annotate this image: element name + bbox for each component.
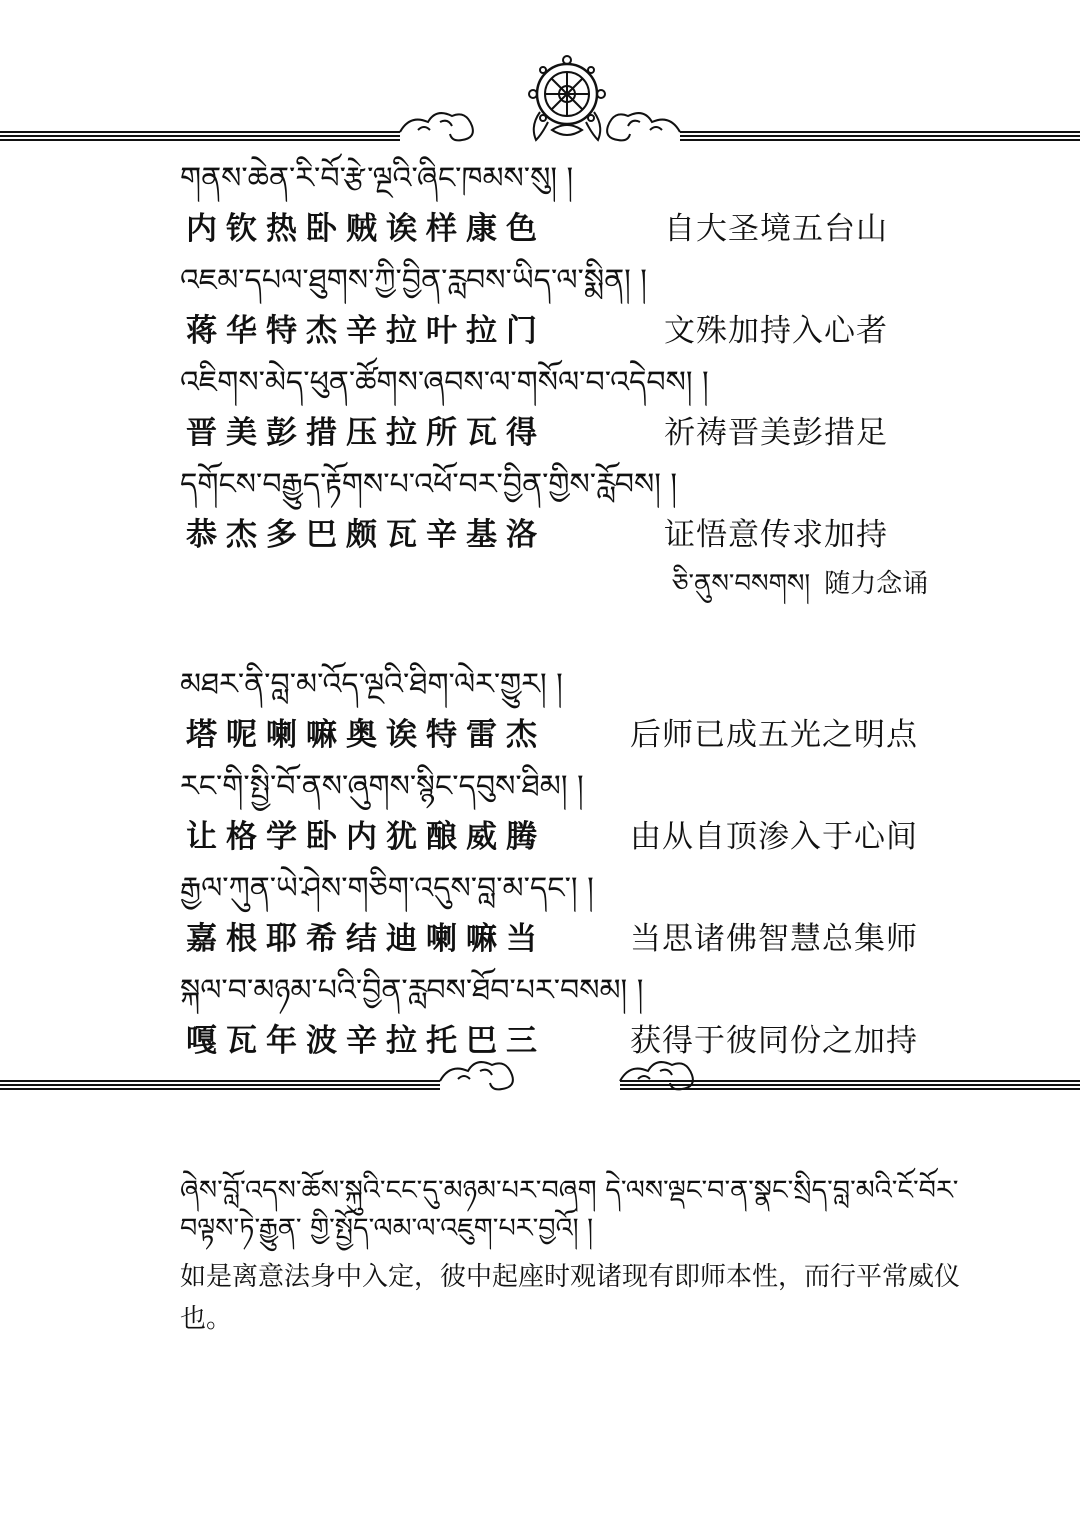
recitation-note xyxy=(672,564,928,604)
phonetic-text: 嘎瓦年波辛拉托巴三 xyxy=(186,1023,546,1059)
chinese-meaning: 证悟意传求加持 xyxy=(664,517,888,552)
chinese-meaning: 祈祷晋美彭措足 xyxy=(664,415,888,450)
translation-row xyxy=(180,206,960,264)
chinese-meaning: 由从自顶渗入于心间 xyxy=(630,819,918,854)
translation-row xyxy=(180,712,960,770)
top-ornament-dharma-wheel xyxy=(0,50,1080,150)
translation-row xyxy=(180,308,960,366)
verse-one xyxy=(180,162,960,570)
tibetan-line: དགོངས་བརྒྱུད་རྟོགས་པ་འཕོ་བར་བྱིན་གྱིས་རློབས། ། xyxy=(180,467,678,502)
tibetan-line: རྒྱལ་ཀུན་ཡེ་ཤེས་གཅིག་འདུས་བླ་མ་དང་། ། xyxy=(180,871,594,906)
phonetic-text: 恭杰多巴颇瓦辛基洛 xyxy=(186,517,546,553)
chinese-meaning: 自大圣境五台山 xyxy=(664,211,888,246)
translation-row xyxy=(180,410,960,468)
note-tibetan: ཅི་ནུས་བསགས། xyxy=(672,569,811,599)
closing-instruction xyxy=(180,1172,970,1340)
tibetan-line: འཇམ་དཔལ་ཐུགས་ཀྱི་བྱིན་རླབས་ཡིད་ལ་སྨིན། ། xyxy=(180,263,647,298)
phonetic-text: 晋美彭措压拉所瓦得 xyxy=(186,415,546,451)
instruction-tibetan: ཞེས་བློ་འདས་ཆོས་སྐུའི་ངང་དུ་མཉམ་པར་བཞག དེ་ལས་ལྡང་བ་ན་སྣང་སྲིད་བླ་མའི་ངོ་བོར་བལྟས་ཏེ་རྒྱུན་ གྱི་སྤྱོད་ལམ་ལ་འཇུག་པར་བྱའོ། ། xyxy=(180,1175,959,1244)
translation-row xyxy=(180,512,960,570)
phonetic-text: 让格学卧内犹酿威腾 xyxy=(186,819,546,855)
chinese-meaning: 当思诸佛智慧总集师 xyxy=(630,921,918,956)
translation-row xyxy=(180,916,960,974)
chinese-meaning: 文殊加持入心者 xyxy=(664,313,888,348)
tibetan-line: འཇིགས་མེད་ཕུན་ཚོགས་ཞབས་ལ་གསོལ་བ་འདེབས། ། xyxy=(180,365,709,400)
tibetan-line: གནས་ཆེན་རི་བོ་རྩེ་ལྔའི་ཞིང་ཁམས་སུ། ། xyxy=(180,161,574,196)
chinese-meaning: 获得于彼同份之加持 xyxy=(630,1023,918,1058)
tibetan-line: རང་གི་སྤྱི་བོ་ནས་ཞུགས་སྙིང་དབུས་ཐིམ། ། xyxy=(180,769,584,804)
note-chinese: 随力念诵 xyxy=(824,569,929,598)
phonetic-text: 内钦热卧贼诶样康色 xyxy=(186,211,546,247)
verse-two xyxy=(180,668,960,1076)
tibetan-line: མཐར་ནི་བླ་མ་འོད་ལྔའི་ཐིག་ལེར་གྱུར། ། xyxy=(180,667,563,702)
phonetic-text: 塔呢喇嘛奥诶特雷杰 xyxy=(186,717,546,753)
translation-row xyxy=(180,814,960,872)
phonetic-text: 嘉根耶希结迪喇嘛当 xyxy=(186,921,546,957)
chinese-meaning: 后师已成五光之明点 xyxy=(630,717,918,752)
bottom-ornament-clouds xyxy=(0,1045,1080,1115)
tibetan-line: སྐལ་བ་མཉམ་པའི་བྱིན་རླབས་ཐོབ་པར་བསམ། ། xyxy=(180,973,644,1008)
instruction-chinese: 如是离意法身中入定，彼中起座时观诸现有即师本性，而行平常威仪也。 xyxy=(180,1262,961,1333)
phonetic-text: 蒋华特杰辛拉叶拉门 xyxy=(186,313,546,349)
